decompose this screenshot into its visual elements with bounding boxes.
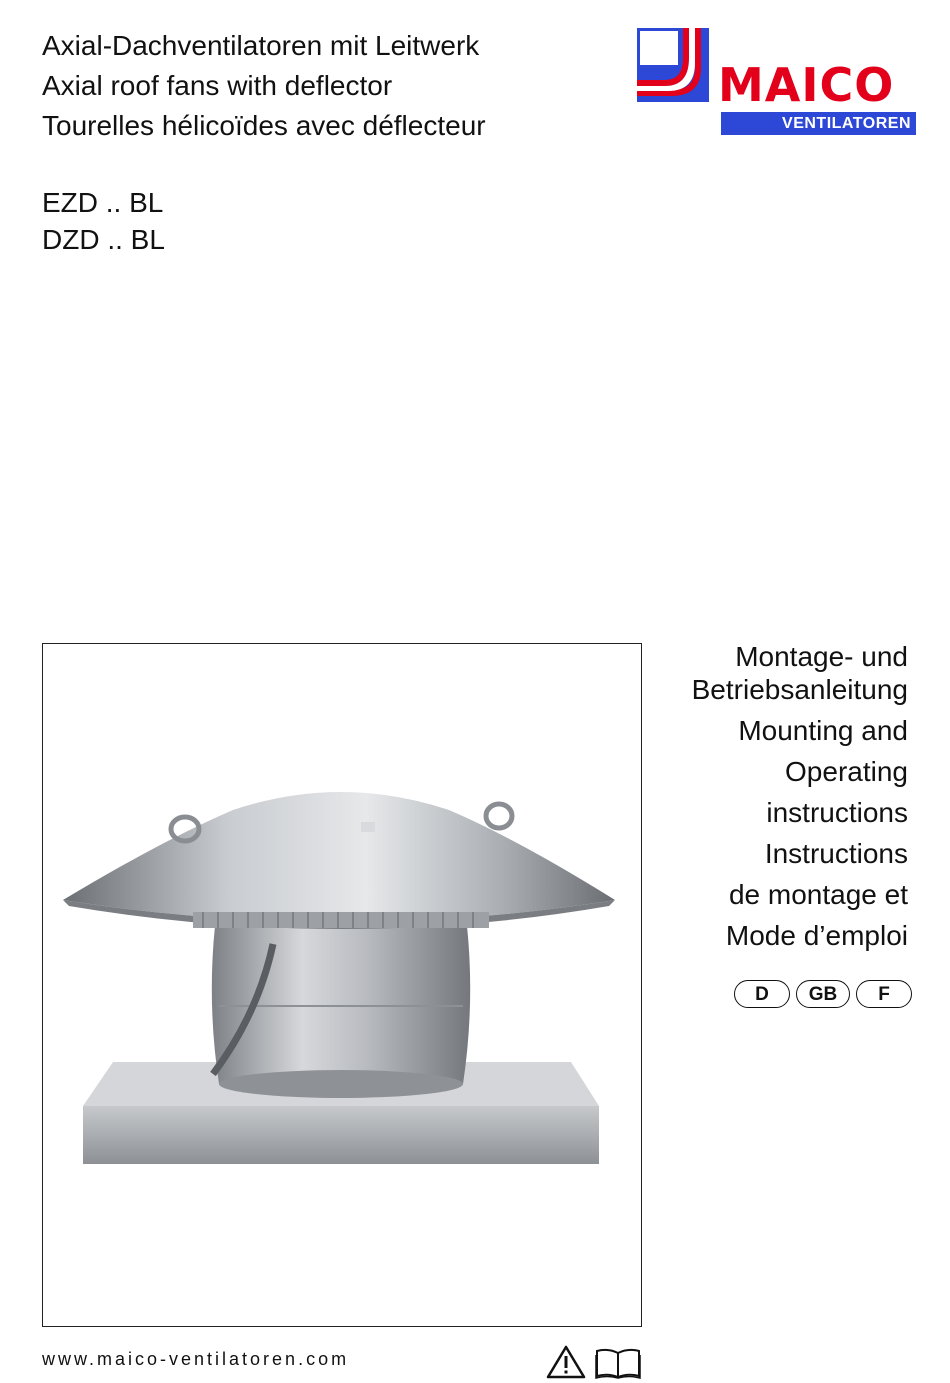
language-badge-f: F: [856, 980, 912, 1008]
language-badge-gb: GB: [796, 980, 850, 1008]
roof-fan-illustration: [43, 644, 641, 1326]
doc-type-fr-line2: de montage et: [728, 879, 908, 910]
warning-triangle-icon: [546, 1345, 586, 1379]
doc-type-de-line1: Montage- und: [735, 641, 908, 672]
language-badges: [734, 980, 912, 1010]
language-badge-d: D: [734, 980, 790, 1008]
doc-type-en-line1: Mounting and: [738, 715, 908, 746]
doc-type-en-line3: instructions: [766, 797, 908, 828]
model-ezd: EZD .. BL: [42, 187, 164, 218]
doc-type-fr-line3: Mode d’emploi: [725, 920, 908, 951]
title-english: Axial roof fans with deflector: [42, 70, 393, 101]
title-german: Axial-Dachventilatoren mit Leitwerk: [42, 30, 480, 61]
website-url[interactable]: www.maico-ventilatoren.com: [42, 1349, 350, 1369]
brand-name: MAICO: [718, 58, 895, 112]
model-list: [42, 184, 165, 258]
document-type-labels: [692, 640, 908, 952]
doc-type-de-line2: Betriebsanleitung: [691, 674, 908, 705]
doc-type-en-line2: Operating: [785, 756, 908, 787]
product-photo: [42, 643, 642, 1327]
open-book-icon: [594, 1347, 642, 1379]
model-dzd: DZD .. BL: [42, 224, 165, 255]
doc-type-fr-line1: Instructions: [764, 838, 908, 869]
document-titles: [42, 26, 486, 146]
title-french: Tourelles hélicoïdes avec déflecteur: [42, 110, 486, 141]
brand-subtitle: VENTILATOREN: [721, 112, 916, 135]
